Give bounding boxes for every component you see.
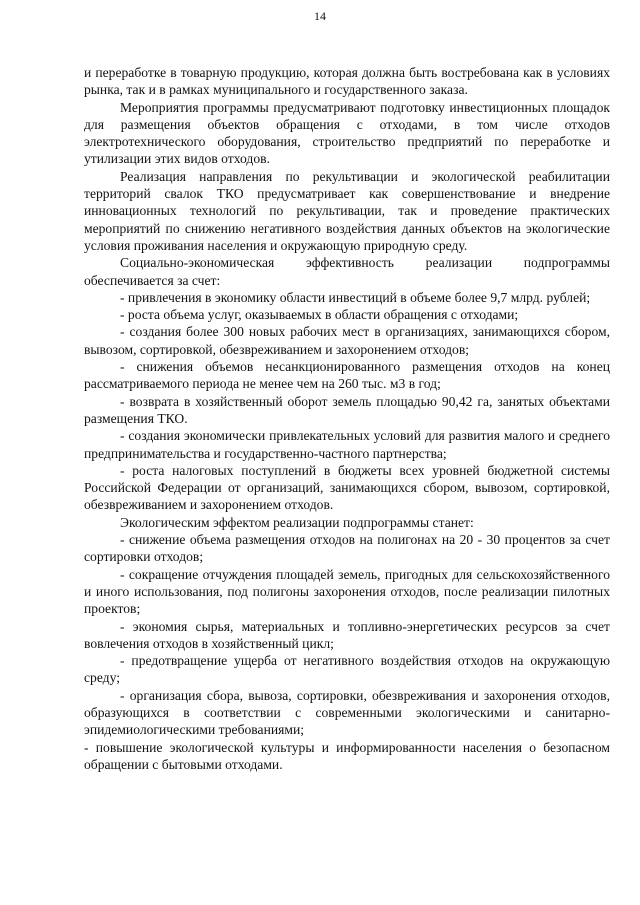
paragraph-socioeconomic-intro: Социально-экономическая эффективность реализации подпрограммы обеспечивается за счет: <box>84 255 610 288</box>
paragraph-ecological-intro: Экологическим эффектом реализации подпрограммы станет: <box>120 514 474 530</box>
list-item: - сокращение отчуждения площадей земель, пригодных для сельскохозяйственного и иного использования, под полигоны захоронения отходов, после реализации пилотных проектов; <box>84 566 610 617</box>
paragraph-investment-sites: Мероприятия программы предусматривают подготовку инвестиционных площадок для размещения объектов обращения с отходами, в том числе отходов электротехнического оборудования, строительство предприятий по переработке и утилизации этих видов отходов. <box>84 99 610 167</box>
list-item: - повышение экологической культуры и информированности населения о безопасном обращении с бытовыми отходами. <box>84 739 610 772</box>
list-item: - создания более 300 новых рабочих мест в организациях, занимающихся сбором, вывозом, сортировкой, обезвреживанием и захоронением отходов; <box>84 324 610 357</box>
list-item: - роста налоговых поступлений в бюджеты всех уровней бюджетной системы Российской Федерации от организаций, занимающихся сбором, вывозом, сортировкой, обезвреживанием и захоронением отходов. <box>84 462 610 513</box>
list-item: - снижения объемов несанкционированного размещения отходов на конец рассматриваемого периода не менее чем на 260 тыс. м3 в год; <box>84 359 610 392</box>
list-item: - возврата в хозяйственный оборот земель площадью 90,42 га, занятых объектами размещения ТКО. <box>84 393 610 426</box>
document-body <box>84 64 610 773</box>
list-item: - роста объема услуг, оказываемых в области обращения с отходами; <box>120 307 519 323</box>
list-item: - создания экономически привлекательных условий для развития малого и среднего предпринимательства и государственно-частного партнерства; <box>84 428 610 461</box>
list-item: - организация сбора, вывоза, сортировки, обезвреживания и захоронения отходов, образующихся в соответствии с современными экологическими и санитарно-эпидемиологическими требованиями; <box>84 687 610 738</box>
paragraph-continuation: и переработке в товарную продукцию, которая должна быть востребована как в условиях рынка, так и в рамках муниципального и государственного заказа. <box>84 65 610 98</box>
list-item: - привлечения в экономику области инвестиций в объеме более 9,7 млрд. рублей; <box>120 289 591 305</box>
paragraph-recultivation: Реализация направления по рекультивации и экологической реабилитации территорий свалок ТКО предусматривает как совершенствование и внедрение инновационных технологий по рекультивации, так и проведение практических мероприятий по снижению негативного воздействия данных объектов на экологические условия проживания населения и окружающую природную среду. <box>84 168 610 253</box>
list-item: - снижение объема размещения отходов на полигонах на 20 - 30 процентов за счет сортировки отходов; <box>84 532 610 565</box>
list-item: - предотвращение ущерба от негативного воздействия отходов на окружающую среду; <box>84 653 610 686</box>
page-number: 14 <box>314 9 326 23</box>
list-item: - экономия сырья, материальных и топливно-энергетических ресурсов за счет вовлечения отходов в хозяйственный цикл; <box>84 618 610 651</box>
